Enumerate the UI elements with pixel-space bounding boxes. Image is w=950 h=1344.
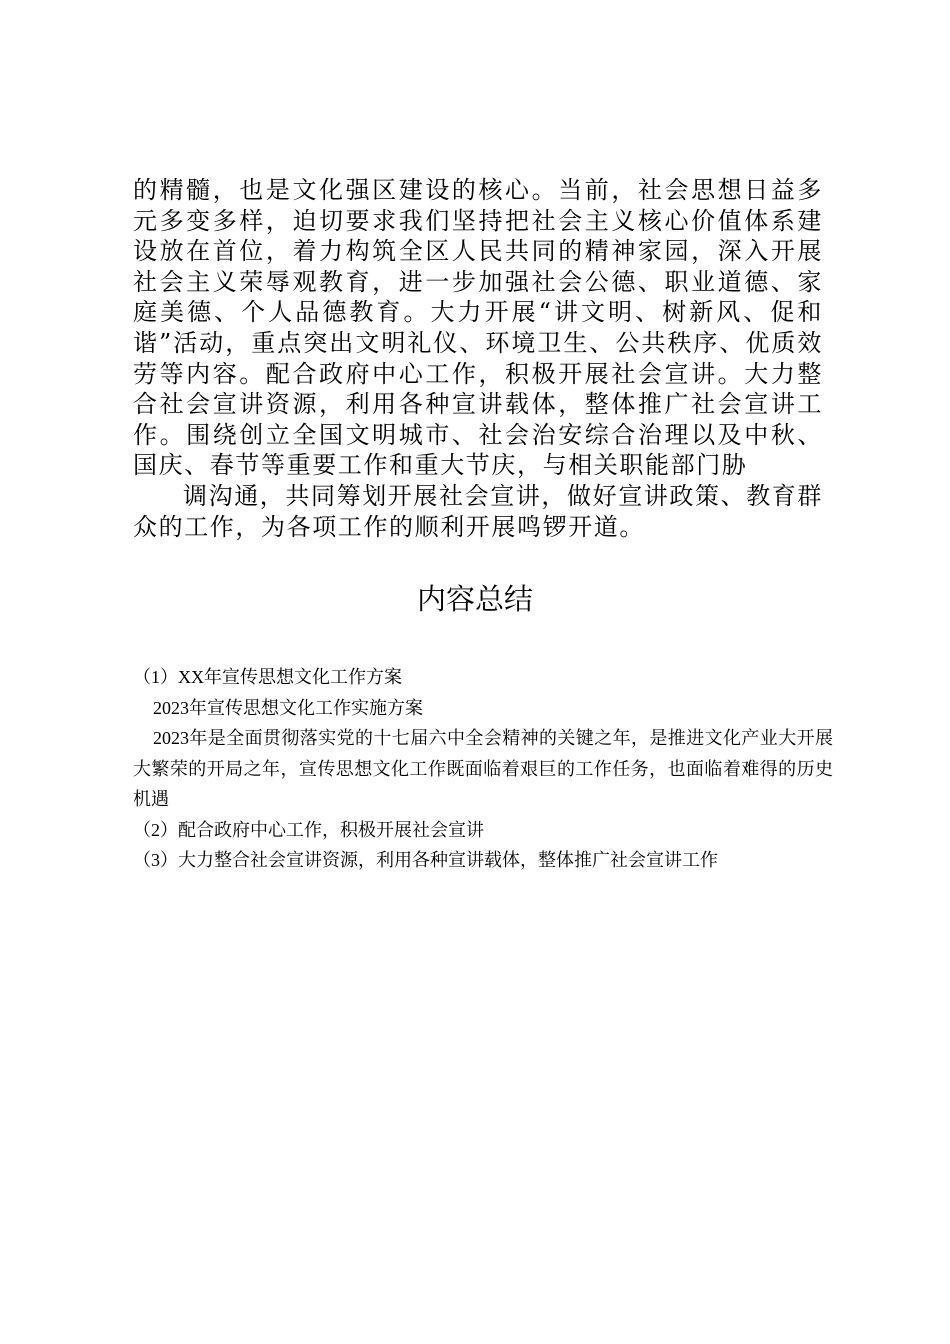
summary-item-2: （2）配合政府中心工作，积极开展社会宣讲 [133, 819, 484, 840]
summary-list [133, 662, 833, 876]
body-paragraph-1: 的精髓，也是文化强区建设的核心。当前，社会思想日益多元多变多样，迫切要求我们坚持把社会主义核心价值体系建设放在首位，着力构筑全区人民共同的精神家园，深入开展社会主义荣辱观教育，进一步加强社会公德、职业道德、家庭美德、个人品德教育。大力开展“讲文明、树新风、促和谐”活动，重点突出文明礼仪、环境卫生、公共秩序、优质效劳等内容。配合政府中心工作，积极开展社会宣讲。大力整合社会宣讲资源，利用各种宣讲载体，整体推广社会宣讲工作。围绕创立全国文明城市、社会治安综合治理以及中秋、国庆、春节等重要工作和重大节庆，与相关职能部门胁 [133, 176, 823, 480]
body-paragraph-2: 调沟通，共同筹划开展社会宣讲，做好宣讲政策、教育群众的工作，为各项工作的顺利开展鸣锣开道。 [133, 481, 823, 541]
summary-item-3: （3）大力整合社会宣讲资源，利用各种宣讲载体，整体推广社会宣讲工作 [133, 850, 718, 870]
summary-item-1-paragraph: 2023年是全面贯彻落实党的十七届六中全会精神的关键之年，是推进文化产业大开展大繁荣的开局之年，宣传思想文化工作既面临着艰巨的工作任务，也面临着难得的历史机遇 [133, 728, 833, 809]
summary-item-1: （1）XX年宣传思想文化工作方案 [133, 667, 402, 687]
summary-item-1-subtitle: 2023年宣传思想文化工作实施方案 [153, 697, 423, 718]
summary-title: 内容总结 [416, 584, 533, 616]
body-text [133, 175, 823, 542]
